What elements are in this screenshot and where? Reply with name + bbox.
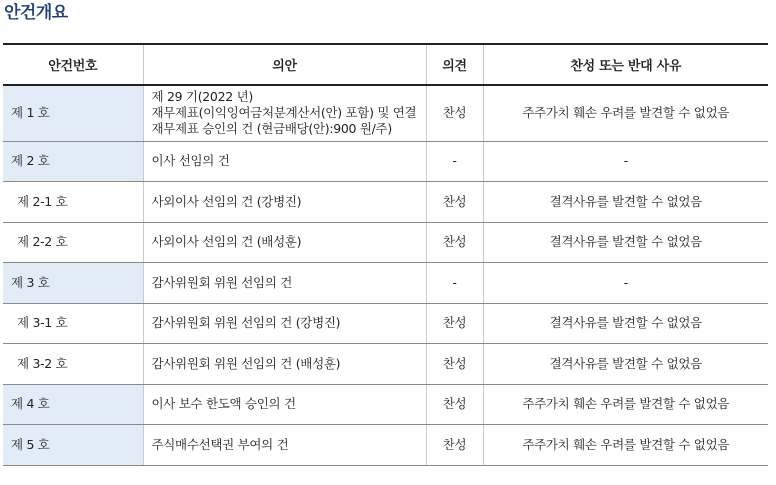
- agenda-item-line: 재무제표 승인의 건 (현금배당(안):900 원/주): [151, 121, 392, 137]
- table-header-row: [3, 44, 768, 85]
- agenda-number: 제 3 호: [3, 263, 143, 304]
- table-row: [3, 303, 768, 344]
- header-reason: 찬성 또는 반대 사유: [483, 44, 768, 85]
- agenda-number: 제 3-2 호: [3, 344, 143, 385]
- table-row: [3, 384, 768, 425]
- section-title: 안건개요: [4, 3, 68, 23]
- agenda-item: 이사 보수 한도액 승인의 건: [143, 384, 426, 425]
- agenda-item: 사외이사 선임의 건 (강병진): [143, 182, 426, 223]
- agenda-item: 감사위원회 위원 선임의 건: [143, 263, 426, 304]
- agenda-reason: 결격사유를 발견할 수 없었음: [483, 303, 768, 344]
- agenda-item-line: 재무제표(이익잉여금처분계산서(안) 포함) 및 연결: [151, 105, 417, 121]
- agenda-item-line: 제 29 기(2022 년): [151, 89, 253, 105]
- header-number: 안건번호: [3, 44, 143, 85]
- agenda-item: 사외이사 선임의 건 (배성훈): [143, 222, 426, 263]
- agenda-number: 제 2 호: [3, 141, 143, 182]
- agenda-reason: 주주가치 훼손 우려를 발견할 수 없었음: [483, 384, 768, 425]
- agenda-opinion: 찬성: [426, 425, 483, 466]
- agenda-opinion: 찬성: [426, 222, 483, 263]
- agenda-number: 제 1 호: [3, 85, 143, 141]
- header-item: 의안: [143, 44, 426, 85]
- agenda-reason: -: [483, 263, 768, 304]
- agenda-opinion: 찬성: [426, 303, 483, 344]
- table-row: [3, 141, 768, 182]
- agenda-reason: 결격사유를 발견할 수 없었음: [483, 182, 768, 223]
- agenda-reason: 결격사유를 발견할 수 없었음: [483, 222, 768, 263]
- agenda-reason: 주주가치 훼손 우려를 발견할 수 없었음: [483, 85, 768, 141]
- table-row: [3, 85, 768, 141]
- agenda-item: 감사위원회 위원 선임의 건 (강병진): [143, 303, 426, 344]
- agenda-number: 제 5 호: [3, 425, 143, 466]
- agenda-table: [3, 43, 768, 466]
- table-row: [3, 425, 768, 466]
- agenda-opinion: 찬성: [426, 344, 483, 385]
- agenda-opinion: 찬성: [426, 384, 483, 425]
- table-row: [3, 222, 768, 263]
- agenda-item: 주식매수선택권 부여의 건: [143, 425, 426, 466]
- agenda-opinion: 찬성: [426, 182, 483, 223]
- agenda-item: 이사 선임의 건: [143, 141, 426, 182]
- agenda-reason: 주주가치 훼손 우려를 발견할 수 없었음: [483, 425, 768, 466]
- table-row: [3, 182, 768, 223]
- table-row: [3, 263, 768, 304]
- header-opinion: 의견: [426, 44, 483, 85]
- agenda-number: 제 4 호: [3, 384, 143, 425]
- agenda-number: 제 3-1 호: [3, 303, 143, 344]
- agenda-opinion: -: [426, 263, 483, 304]
- agenda-opinion: -: [426, 141, 483, 182]
- agenda-reason: -: [483, 141, 768, 182]
- agenda-opinion: 찬성: [426, 85, 483, 141]
- table-row: [3, 344, 768, 385]
- agenda-item: 감사위원회 위원 선임의 건 (배성훈): [143, 344, 426, 385]
- agenda-item: [143, 85, 426, 141]
- agenda-number: 제 2-1 호: [3, 182, 143, 223]
- agenda-reason: 결격사유를 발견할 수 없었음: [483, 344, 768, 385]
- agenda-number: 제 2-2 호: [3, 222, 143, 263]
